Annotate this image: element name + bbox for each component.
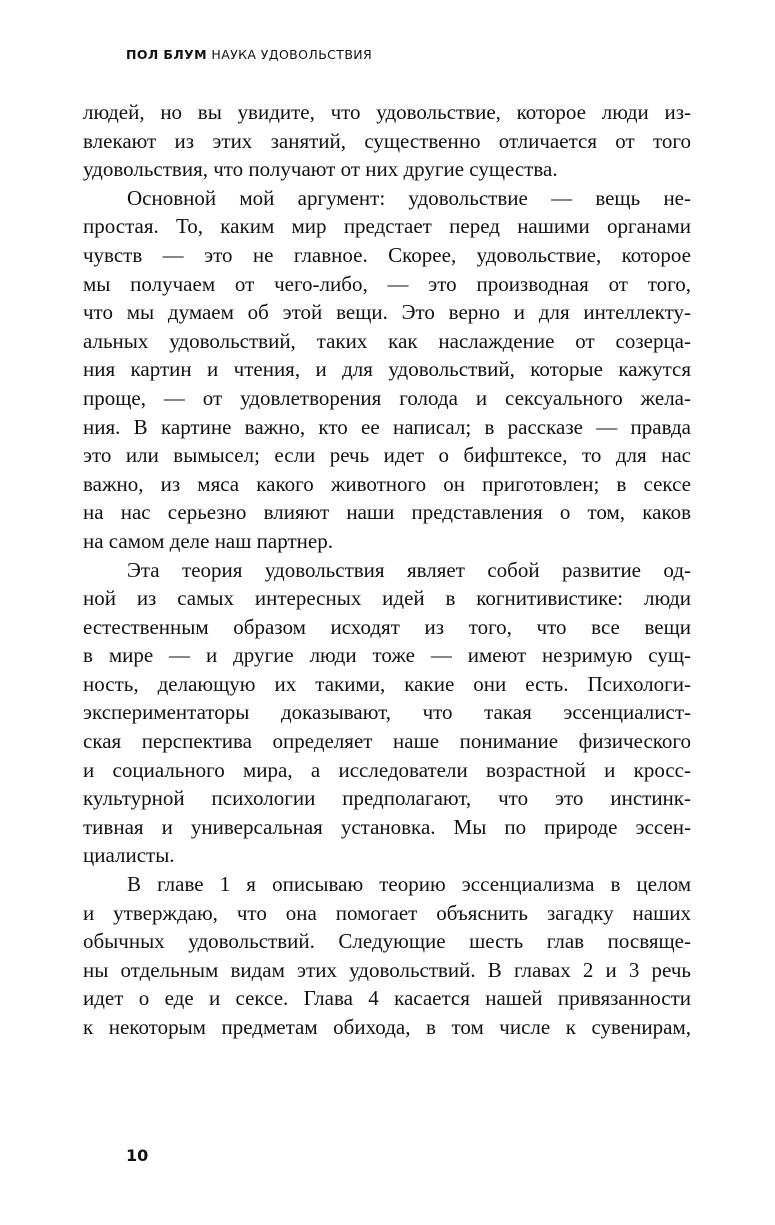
text-line: на нас серьезно влияют наши представления о том, каков xyxy=(83,500,691,525)
page-number: 10 xyxy=(126,1146,149,1165)
text-line: альных удовольствий, таких как наслаждение от созерца- xyxy=(83,328,691,353)
running-head xyxy=(126,47,372,62)
text-line: ния картин и чтения, и для удовольствий, которые кажутся xyxy=(83,357,691,382)
text-line: простая. То, каким мир предстает перед нашими органами xyxy=(83,214,691,239)
text-line: и утверждаю, что она помогает объяснить загадку наших xyxy=(83,900,691,925)
paragraph-1 xyxy=(83,98,691,184)
paragraph-4 xyxy=(83,870,691,1042)
text-line: чувств — это не главное. Скорее, удовольствие, которое xyxy=(83,242,691,267)
text-line: В главе 1 я описываю теорию эссенциализма в целом xyxy=(127,872,691,897)
text-line: что мы думаем об этой вещи. Это верно и для интеллекту- xyxy=(83,300,691,325)
text-line: Эта теория удовольствия являет собой развитие од- xyxy=(127,557,691,582)
text-line: идет о еде и сексе. Глава 4 касается нашей привязанности xyxy=(83,986,691,1011)
text-line: циалисты. xyxy=(83,843,175,868)
text-line: ны отдельным видам этих удовольствий. В главах 2 и 3 речь xyxy=(83,957,691,982)
text-line: влекают из этих занятий, существенно отличается от того xyxy=(83,128,691,153)
paragraph-3 xyxy=(83,556,691,871)
text-line: ния. В картине важно, кто ее написал; в рассказе — правда xyxy=(83,414,691,439)
text-line: в мире — и другие люди тоже — имеют незримую сущ- xyxy=(83,643,691,668)
text-line: удовольствия, что получают от них другие существа. xyxy=(83,157,558,182)
text-line: людей, но вы увидите, что удовольствие, которое люди из- xyxy=(83,100,691,124)
text-line: Основной мой аргумент: удовольствие — вещь не- xyxy=(127,185,691,210)
running-head-author: ПОЛ БЛУМ xyxy=(126,47,208,62)
text-line: ной из самых интересных идей в когнитивистике: люди xyxy=(83,586,691,611)
running-head-title: НАУКА УДОВОЛЬСТВИЯ xyxy=(211,47,373,62)
text-line: это или вымысел; если речь идет о бифштексе, то для нас xyxy=(83,443,691,468)
text-line: ность, делающую их такими, какие они есть. Психологи- xyxy=(83,671,691,696)
text-line: обычных удовольствий. Следующие шесть глав посвяще- xyxy=(83,929,691,954)
text-line: мы получаем от чего-либо, — это производная от того, xyxy=(83,271,691,296)
body-text xyxy=(83,98,691,1042)
text-line: тивная и универсальная установка. Мы по природе эссен- xyxy=(83,814,691,839)
text-line: и социального мира, а исследователи возрастной и кросс- xyxy=(83,757,691,782)
text-line: ская перспектива определяет наше понимание физического xyxy=(83,729,691,754)
text-line: к некоторым предметам обихода, в том числе к сувенирам, xyxy=(83,1015,691,1039)
text-line: экспериментаторы доказывают, что такая эссенциалист- xyxy=(83,700,691,725)
text-line: проще, — от удовлетворения голода и сексуального жела- xyxy=(83,385,691,410)
text-line: на самом деле наш партнер. xyxy=(83,528,333,553)
paragraph-2 xyxy=(83,184,691,556)
text-line: важно, из мяса какого животного он приготовлен; в сексе xyxy=(83,471,691,496)
text-line: естественным образом исходят из того, что все вещи xyxy=(83,614,691,639)
text-line: культурной психологии предполагают, что это инстинк- xyxy=(83,786,691,811)
